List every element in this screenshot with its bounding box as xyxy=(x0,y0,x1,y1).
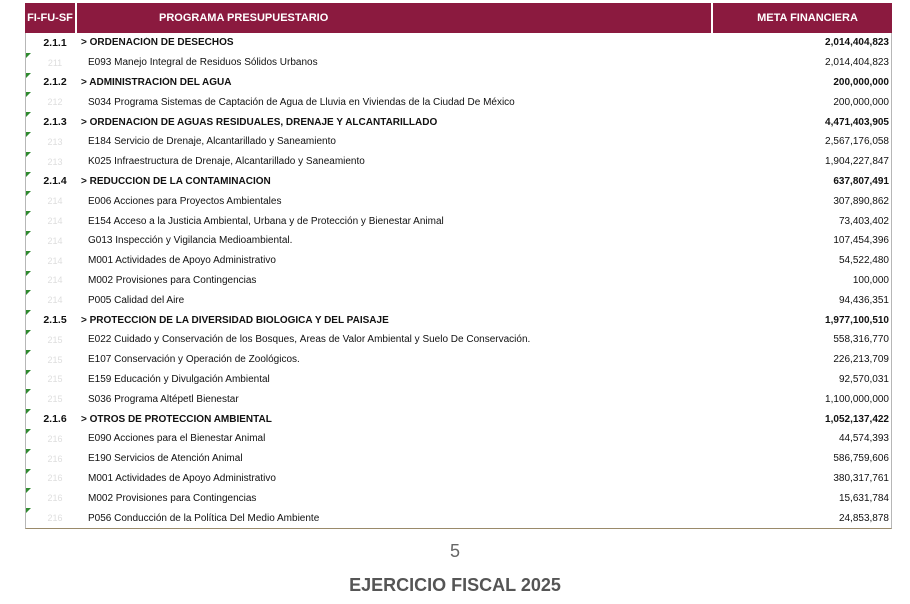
category-row xyxy=(26,112,891,132)
table-row xyxy=(26,389,891,409)
cell-marker-icon xyxy=(26,152,31,157)
cell-marker-icon xyxy=(26,350,31,355)
cell-marker-icon xyxy=(26,132,31,137)
footer-title: EJERCICIO FISCAL 2025 xyxy=(349,575,561,595)
row-program: S034 Programa Sistemas de Captación de Agua de Lluvia en Viviendas de la Ciudad De México xyxy=(88,96,515,108)
table-row xyxy=(26,330,891,350)
table-row xyxy=(26,231,891,251)
row-meta: 73,403,402 xyxy=(838,215,889,227)
row-code: 2.1.3 xyxy=(43,116,67,129)
cell-marker-icon xyxy=(26,231,31,236)
row-meta: 226,213,709 xyxy=(833,354,889,366)
row-program: E022 Cuidado y Conservación de los Bosques, Áreas de Valor Ambiental y Suelo De Conservación. xyxy=(88,334,531,346)
row-program: E090 Acciones para el Bienestar Animal xyxy=(88,433,266,445)
row-program: > OTROS DE PROTECCIÓN AMBIENTAL xyxy=(81,413,272,425)
table-row xyxy=(26,92,891,112)
row-code: 214 xyxy=(47,295,63,306)
row-program: M002 Provisiones para Contingencias xyxy=(88,274,257,286)
row-code: 215 xyxy=(47,374,63,385)
row-code: 2.1.6 xyxy=(43,413,67,426)
row-meta: 1,052,137,422 xyxy=(825,413,889,425)
row-program: M002 Provisiones para Contingencias xyxy=(88,492,257,504)
category-row xyxy=(26,172,891,192)
cell-marker-icon xyxy=(26,172,31,177)
cell-marker-icon xyxy=(26,370,31,375)
cell-marker-icon xyxy=(26,409,31,414)
row-code: 216 xyxy=(47,473,63,484)
row-code: 215 xyxy=(47,354,63,365)
row-program: E006 Acciones para Proyectos Ambientales xyxy=(88,195,282,207)
table-header xyxy=(25,3,892,33)
row-meta: 1,977,100,510 xyxy=(825,314,889,326)
row-program: P005 Calidad del Aire xyxy=(88,294,185,306)
row-meta: 24,853,878 xyxy=(838,512,889,524)
row-code: 2.1.5 xyxy=(43,314,67,327)
row-program: E184 Servicio de Drenaje, Alcantarillado y Saneamiento xyxy=(88,136,336,148)
cell-marker-icon xyxy=(26,449,31,454)
row-code: 216 xyxy=(47,493,63,504)
row-code: 213 xyxy=(47,136,63,147)
header-program: PROGRAMA PRESUPUESTARIO xyxy=(77,3,713,33)
cell-marker-icon xyxy=(26,191,31,196)
header-code: FI-FU-SF xyxy=(25,3,77,33)
row-meta: 107,454,396 xyxy=(833,235,889,247)
cell-marker-icon xyxy=(26,469,31,474)
row-code: 214 xyxy=(47,196,63,207)
row-meta: 200,000,000 xyxy=(833,76,889,88)
row-program: E159 Educación y Divulgación Ambiental xyxy=(88,373,270,385)
table-row xyxy=(26,350,891,370)
row-meta: 2,014,404,823 xyxy=(825,57,889,69)
cell-marker-icon xyxy=(26,251,31,256)
row-program: E190 Servicios de Atención Animal xyxy=(88,453,243,465)
row-code: 212 xyxy=(47,97,63,108)
cell-marker-icon xyxy=(26,112,31,117)
row-meta: 586,759,606 xyxy=(833,453,889,465)
cell-marker-icon xyxy=(26,73,31,78)
row-program: E107 Conservación y Operación de Zoológicos. xyxy=(88,354,300,366)
table-row xyxy=(26,251,891,271)
row-code: 213 xyxy=(47,156,63,167)
cell-marker-icon xyxy=(26,488,31,493)
category-row xyxy=(26,310,891,330)
row-program: > ORDENACIÓN DE DESECHOS xyxy=(81,37,234,49)
row-code: 216 xyxy=(47,453,63,464)
row-code: 2.1.1 xyxy=(43,36,67,49)
row-meta: 2,014,404,823 xyxy=(825,37,889,49)
page-number: 5 xyxy=(449,541,460,561)
row-program: > REDUCCIÓN DE LA CONTAMINACIÓN xyxy=(81,175,271,187)
cell-marker-icon xyxy=(26,330,31,335)
table-body xyxy=(25,33,892,529)
row-program: G013 Inspección y Vigilancia Medioambiental. xyxy=(88,235,293,247)
table-row xyxy=(26,271,891,291)
row-program: E093 Manejo Integral de Residuos Sólidos Urbanos xyxy=(88,57,318,69)
table-row xyxy=(26,370,891,390)
cell-marker-icon xyxy=(26,429,31,434)
cell-marker-icon xyxy=(26,271,31,276)
cell-marker-icon xyxy=(26,92,31,97)
header-meta: META FINANCIERA xyxy=(757,12,858,24)
table-row xyxy=(26,290,891,310)
row-program: S036 Programa Altépetl Bienestar xyxy=(88,393,239,405)
row-meta: 54,522,480 xyxy=(838,255,889,267)
cell-marker-icon xyxy=(26,508,31,513)
row-code: 215 xyxy=(47,334,63,345)
row-program: P056 Conducción de la Política Del Medio Ambiente xyxy=(88,512,320,524)
row-code: 216 xyxy=(47,433,63,444)
row-meta: 380,317,761 xyxy=(833,472,889,484)
row-code: 2.1.4 xyxy=(43,175,67,188)
row-meta: 637,807,491 xyxy=(833,175,889,187)
row-meta: 1,100,000,000 xyxy=(825,393,889,405)
table-row xyxy=(26,152,891,172)
budget-table xyxy=(25,3,892,529)
table-row xyxy=(26,469,891,489)
table-row xyxy=(26,53,891,73)
table-row xyxy=(26,191,891,211)
row-meta: 2,567,176,058 xyxy=(825,136,889,148)
row-meta: 558,316,770 xyxy=(833,334,889,346)
row-meta: 1,904,227,847 xyxy=(825,156,889,168)
row-code: 214 xyxy=(47,275,63,286)
row-meta: 100,000 xyxy=(852,274,889,286)
category-row xyxy=(26,409,891,429)
table-row xyxy=(26,508,891,528)
row-program: > ADMINISTRACIÓN DEL AGUA xyxy=(81,76,232,88)
table-row xyxy=(26,488,891,508)
row-program: > PROTECCIÓN DE LA DIVERSIDAD BIOLÓGICA Y DEL PAISAJE xyxy=(81,314,389,326)
row-program: K025 Infraestructura de Drenaje, Alcantarillado y Saneamiento xyxy=(88,156,365,168)
row-program: E154 Acceso a la Justicia Ambiental, Urbana y de Protección y Bienestar Animal xyxy=(88,215,444,227)
row-meta: 307,890,862 xyxy=(833,195,889,207)
row-code: 214 xyxy=(47,216,63,227)
row-meta: 15,631,784 xyxy=(838,492,889,504)
category-row xyxy=(26,73,891,93)
row-program: > ORDENACIÓN DE AGUAS RESIDUALES, DRENAJE Y ALCANTARILLADO xyxy=(81,116,438,128)
row-program: M001 Actividades de Apoyo Administrativo xyxy=(88,472,276,484)
row-code: 211 xyxy=(47,57,63,68)
row-program: M001 Actividades de Apoyo Administrativo xyxy=(88,255,276,267)
table-row xyxy=(26,132,891,152)
row-meta: 200,000,000 xyxy=(833,96,889,108)
row-meta: 94,436,351 xyxy=(838,294,889,306)
row-code: 215 xyxy=(47,394,63,405)
row-code: 216 xyxy=(47,513,63,524)
cell-marker-icon xyxy=(26,211,31,216)
row-meta: 4,471,403,905 xyxy=(825,116,889,128)
row-meta: 44,574,393 xyxy=(838,433,889,445)
row-code: 214 xyxy=(47,235,63,246)
row-code: 214 xyxy=(47,255,63,266)
table-row xyxy=(26,449,891,469)
cell-marker-icon xyxy=(26,310,31,315)
table-row xyxy=(26,429,891,449)
category-row xyxy=(26,33,891,53)
table-row xyxy=(26,211,891,231)
cell-marker-icon xyxy=(26,290,31,295)
cell-marker-icon xyxy=(26,53,31,58)
row-meta: 92,570,031 xyxy=(838,373,889,385)
cell-marker-icon xyxy=(26,389,31,394)
row-code: 2.1.2 xyxy=(43,76,67,89)
